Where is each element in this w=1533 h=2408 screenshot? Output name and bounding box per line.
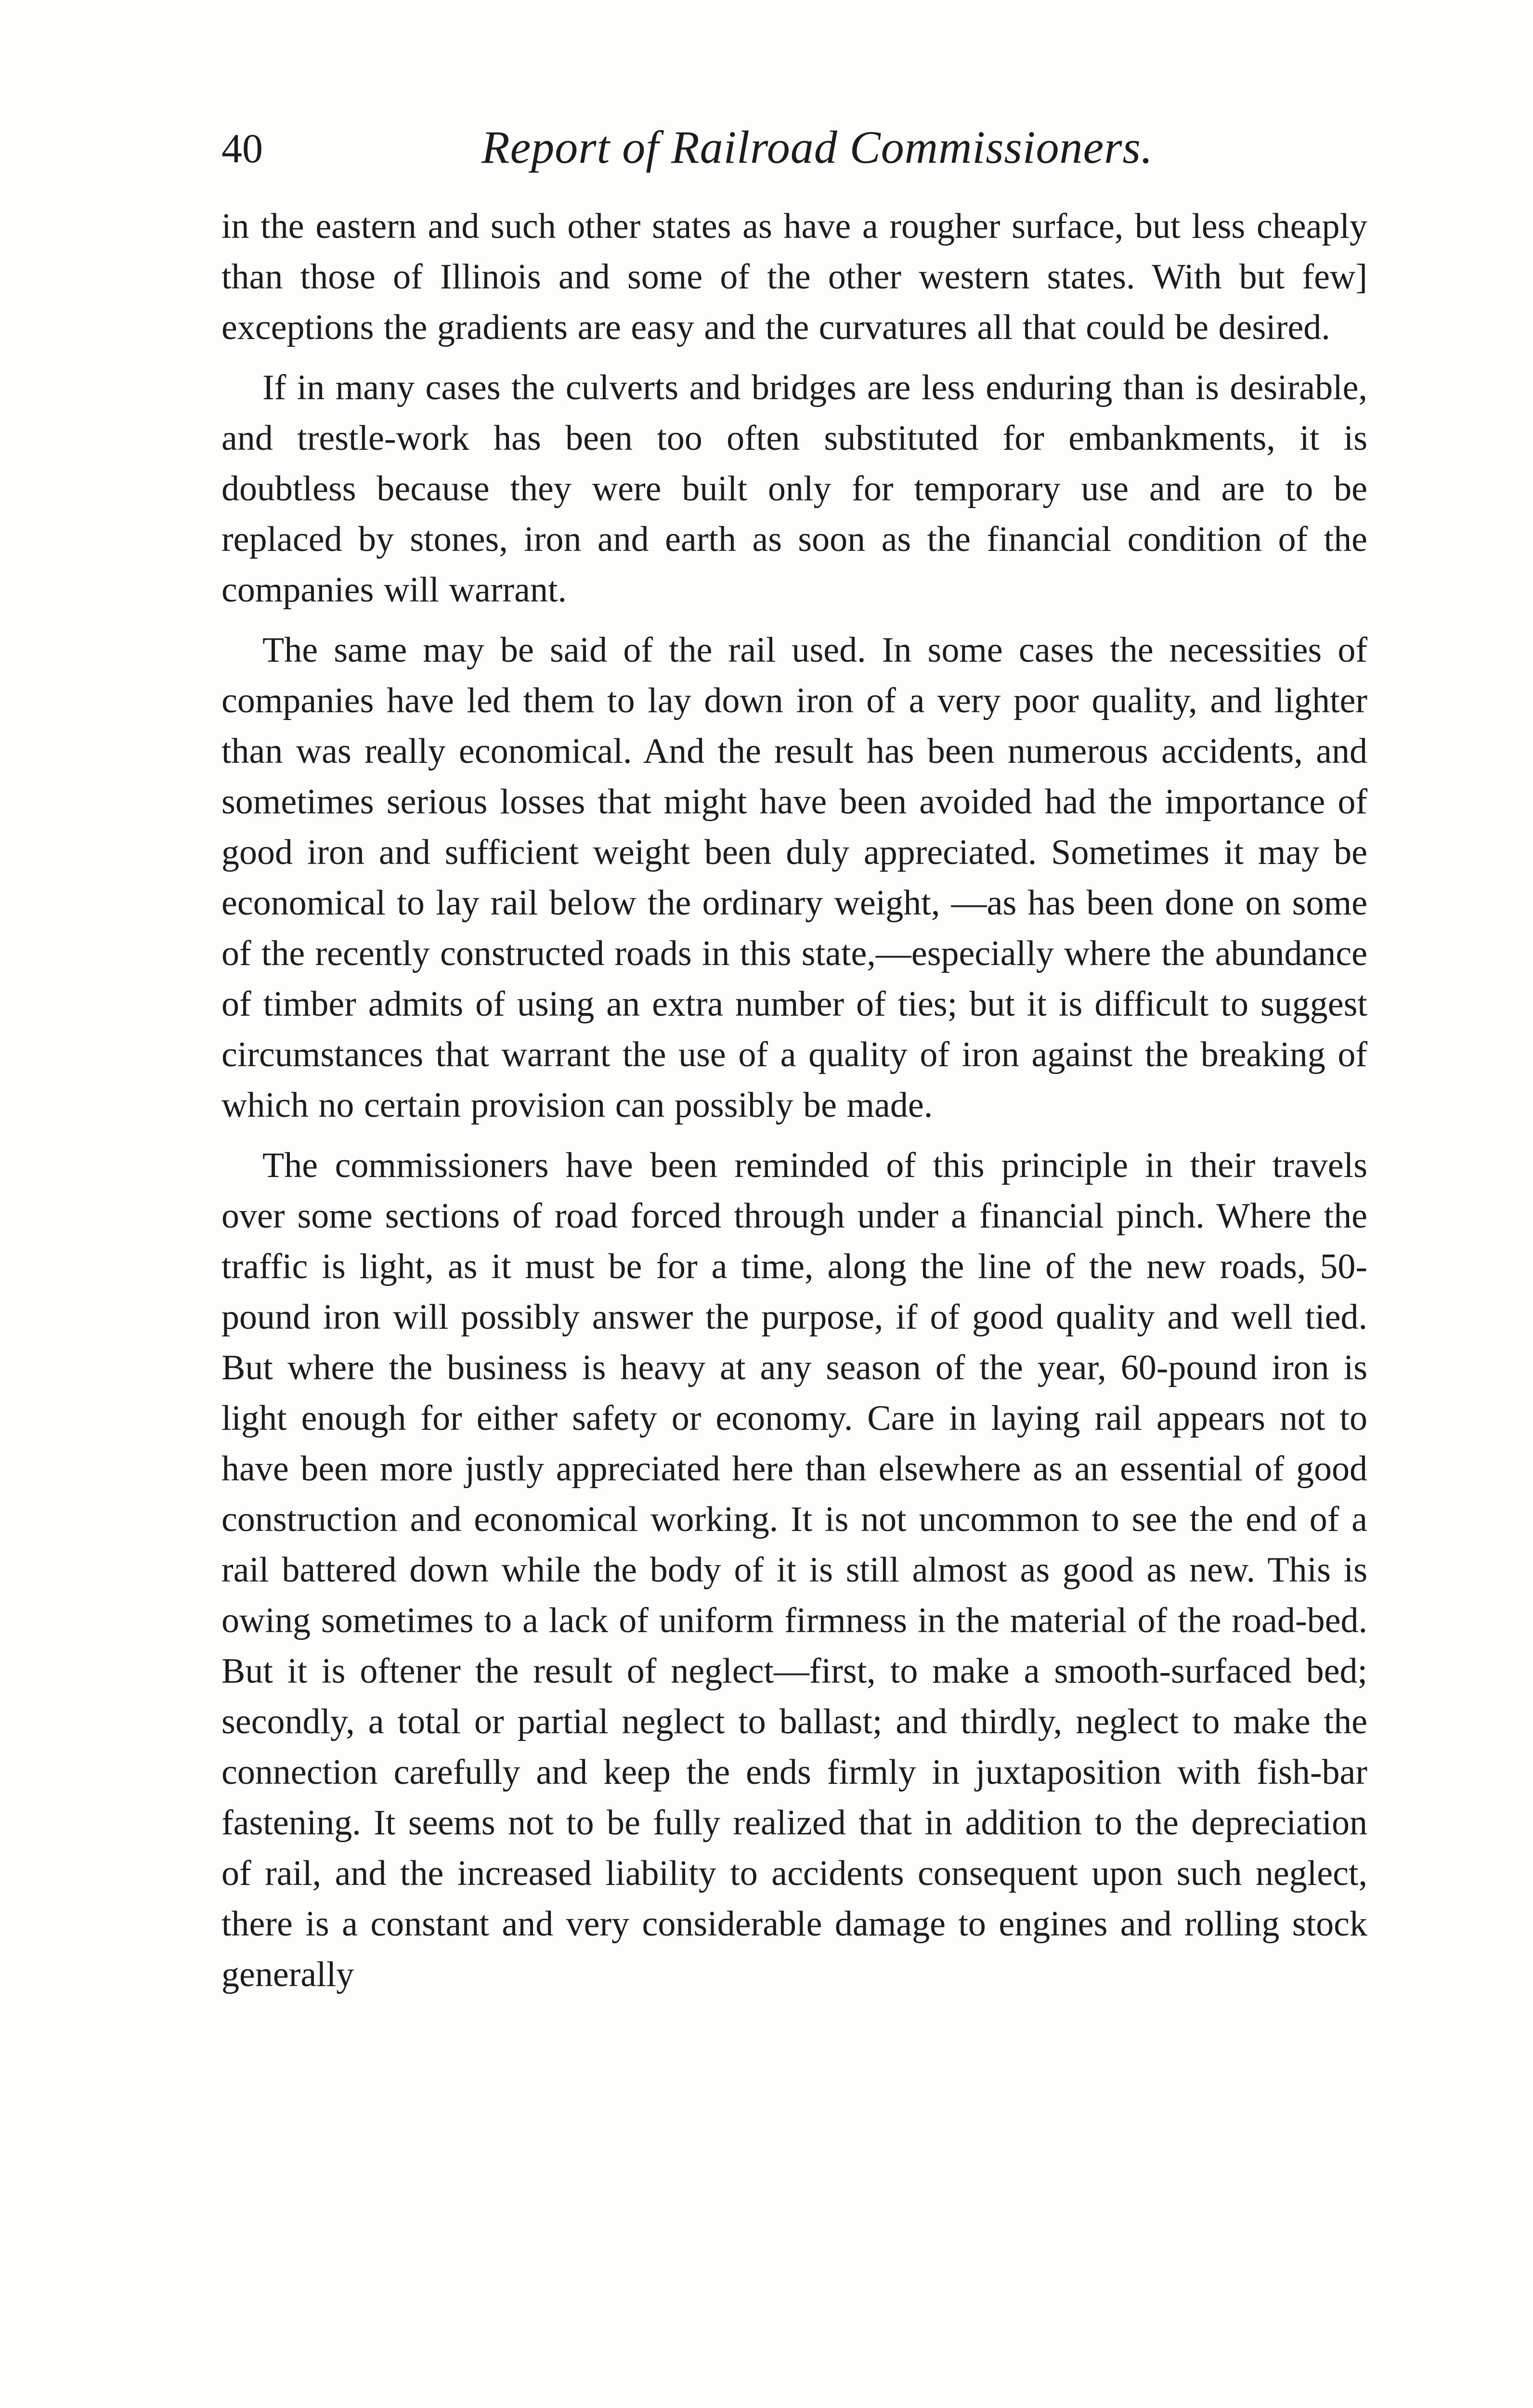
paragraph-culverts-bridges: If in many cases the culverts and bridges are less enduring than is desirable, and trestle-work has been too often substituted for embankments, it is doubtless because they were built only for temporary use and are to be replaced by stones, iron and earth as soon as the financial condition of the companies will warrant.	[221, 368, 1367, 610]
paragraph-continued: in the eastern and such other states as have a rougher surface, but less cheaply than those of Illinois and some of the other western states. With but few] exceptions the gradients are easy and the curvatures all that could be desired.	[221, 207, 1367, 347]
page-header	[221, 116, 1367, 178]
page-number: 40	[221, 125, 263, 171]
paragraph-commissioners: The commissioners have been reminded of this principle in their travels over some sections of road forced through under a financial pinch. Where the traffic is light, as it must be for a time, along the line of the new roads, 50-pound iron will possibly answer the purpose, if of good quality and well tied. But where the business is heavy at any season of the year, 60-pound iron is light enough for either safety or economy. Care in laying rail appears not to have been more justly appreciated here than elsewhere as an essential of good construction and economical working. It is not uncommon to see the end of a rail battered down while the body of it is still almost as good as new. This is owing sometimes to a lack of uniform firmness in the material of the road-bed. But it is oftener the result of neglect—first, to make a smooth-surfaced bed; secondly, a total or partial neglect to ballast; and thirdly, neglect to make the connection carefully and keep the ends firmly in juxtaposition with fish-bar fastening. It seems not to be fully realized that in addition to the depreciation of rail, and the increased liability to accidents consequent upon such neglect, there is a constant and very considerable damage to engines and rolling stock generally	[221, 1146, 1367, 1994]
body-text	[221, 201, 1367, 2000]
paragraph-rail-used: The same may be said of the rail used. In some cases the necessities of companies have led them to lay down iron of a very poor quality, and lighter than was really economical. And the result has been numerous accidents, and sometimes serious losses that might have been avoided had the importance of good iron and sufficient weight been duly appreciated. Sometimes it may be economical to lay rail below the ordinary weight, —as has been done on some of the recently constructed roads in this state,—especially where the abundance of timber admits of using an extra number of ties; but it is difficult to suggest circumstances that warrant the use of a quality of iron against the breaking of which no certain provision can possibly be made.	[221, 630, 1367, 1125]
running-title: Report of Railroad Commissioners.	[481, 121, 1153, 173]
